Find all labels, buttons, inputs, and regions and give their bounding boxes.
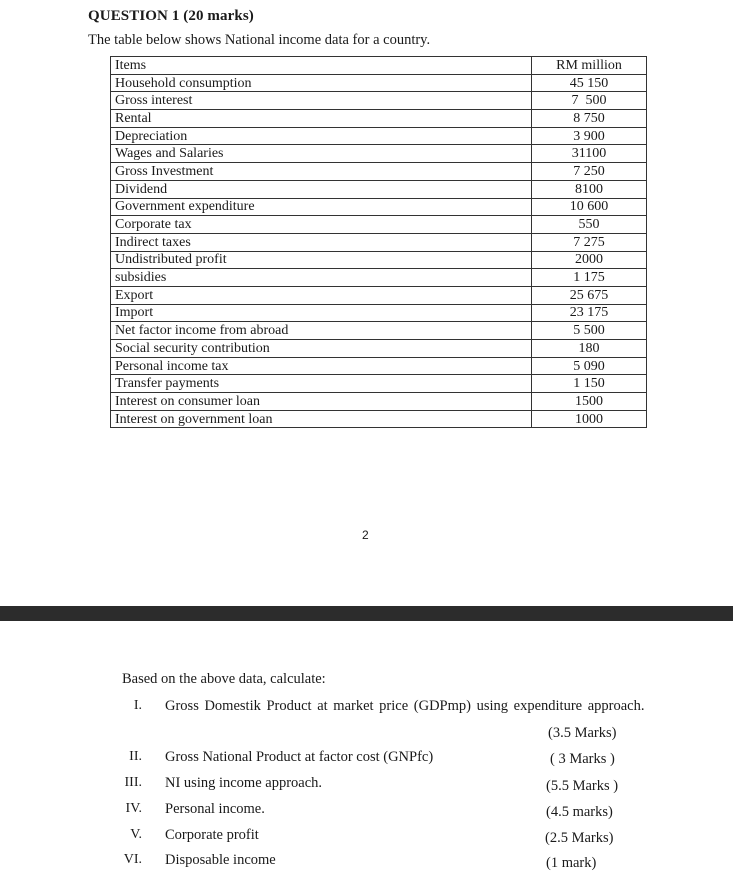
exam-page-lower bbox=[0, 621, 733, 871]
row-label: Corporate tax bbox=[111, 216, 532, 234]
row-value: 23 175 bbox=[532, 304, 647, 322]
intro-text: The table below shows National income data for a country. bbox=[88, 32, 431, 48]
row-label: Indirect taxes bbox=[111, 233, 532, 251]
row-label: Import bbox=[111, 304, 532, 322]
question-number: IV. bbox=[125, 801, 142, 816]
row-label: Government expenditure bbox=[111, 198, 532, 216]
row-value: 180 bbox=[532, 340, 647, 358]
table-row bbox=[111, 127, 647, 145]
header-items: Items bbox=[111, 57, 532, 75]
row-label: Gross Investment bbox=[111, 163, 532, 181]
row-value: 1000 bbox=[532, 410, 647, 428]
table-row bbox=[111, 198, 647, 216]
row-value: 7 250 bbox=[532, 163, 647, 181]
table-row bbox=[111, 74, 647, 92]
question-text: NI using income approach. bbox=[165, 775, 323, 791]
question-marks: (4.5 marks) bbox=[546, 804, 613, 820]
row-value: 7 275 bbox=[532, 233, 647, 251]
page-divider bbox=[0, 606, 733, 621]
row-value: 7 500 bbox=[532, 92, 647, 110]
question-number: I. bbox=[133, 698, 142, 713]
row-label: Depreciation bbox=[111, 127, 532, 145]
question-number: V. bbox=[130, 827, 142, 842]
row-value: 31100 bbox=[532, 145, 647, 163]
table-row bbox=[111, 145, 647, 163]
row-value: 1 175 bbox=[532, 269, 647, 287]
question-title: QUESTION 1 (20 marks) bbox=[88, 8, 254, 24]
header-rm-million: RM million bbox=[532, 57, 647, 75]
question-number: III. bbox=[124, 775, 142, 790]
row-label: Net factor income from abroad bbox=[111, 322, 532, 340]
row-label: Export bbox=[111, 286, 532, 304]
table-row bbox=[111, 286, 647, 304]
table-row bbox=[111, 110, 647, 128]
question-text: Personal income. bbox=[165, 801, 265, 817]
table-row bbox=[111, 233, 647, 251]
row-value: 45 150 bbox=[532, 74, 647, 92]
row-value: 8 750 bbox=[532, 110, 647, 128]
row-label: Undistributed profit bbox=[111, 251, 532, 269]
question-text: Gross Domestik Product at market price (GDPmp) using expenditure approach. bbox=[165, 698, 645, 714]
row-value: 8100 bbox=[532, 180, 647, 198]
table-row bbox=[111, 92, 647, 110]
instruction-text: Based on the above data, calculate: bbox=[122, 671, 326, 687]
national-income-table bbox=[110, 56, 647, 428]
question-number: VI. bbox=[123, 852, 142, 867]
table-row bbox=[111, 340, 647, 358]
question-marks: (3.5 Marks) bbox=[548, 725, 617, 741]
table-row bbox=[111, 269, 647, 287]
row-label: Gross interest bbox=[111, 92, 532, 110]
row-label: Wages and Salaries bbox=[111, 145, 532, 163]
row-label: Dividend bbox=[111, 180, 532, 198]
question-number: II. bbox=[129, 749, 142, 764]
row-value: 1500 bbox=[532, 393, 647, 411]
question-text: Gross National Product at factor cost (GNPfc) bbox=[165, 749, 434, 765]
table-header-row bbox=[111, 57, 647, 75]
row-label: Interest on government loan bbox=[111, 410, 532, 428]
row-value: 3 900 bbox=[532, 127, 647, 145]
table-row bbox=[111, 410, 647, 428]
table-row bbox=[111, 163, 647, 181]
table-row bbox=[111, 216, 647, 234]
question-text: Disposable income bbox=[165, 852, 276, 868]
row-label: Social security contribution bbox=[111, 340, 532, 358]
question-marks: (5.5 Marks ) bbox=[546, 778, 619, 794]
row-value: 550 bbox=[532, 216, 647, 234]
question-marks: (2.5 Marks) bbox=[545, 830, 614, 846]
table-row bbox=[111, 322, 647, 340]
table-row bbox=[111, 180, 647, 198]
row-value: 5 500 bbox=[532, 322, 647, 340]
row-value: 25 675 bbox=[532, 286, 647, 304]
row-label: Personal income tax bbox=[111, 357, 532, 375]
row-label: Household consumption bbox=[111, 74, 532, 92]
question-marks: (1 mark) bbox=[546, 855, 597, 871]
row-value: 1 150 bbox=[532, 375, 647, 393]
row-label: Interest on consumer loan bbox=[111, 393, 532, 411]
row-label: Transfer payments bbox=[111, 375, 532, 393]
row-value: 10 600 bbox=[532, 198, 647, 216]
table-row bbox=[111, 393, 647, 411]
row-label: subsidies bbox=[111, 269, 532, 287]
table-row bbox=[111, 304, 647, 322]
question-text: Corporate profit bbox=[165, 827, 259, 843]
row-value: 2000 bbox=[532, 251, 647, 269]
table-row bbox=[111, 251, 647, 269]
row-value: 5 090 bbox=[532, 357, 647, 375]
row-label: Rental bbox=[111, 110, 532, 128]
table-row bbox=[111, 375, 647, 393]
question-marks: ( 3 Marks ) bbox=[550, 751, 615, 767]
table-row bbox=[111, 357, 647, 375]
page-number: 2 bbox=[362, 528, 369, 542]
